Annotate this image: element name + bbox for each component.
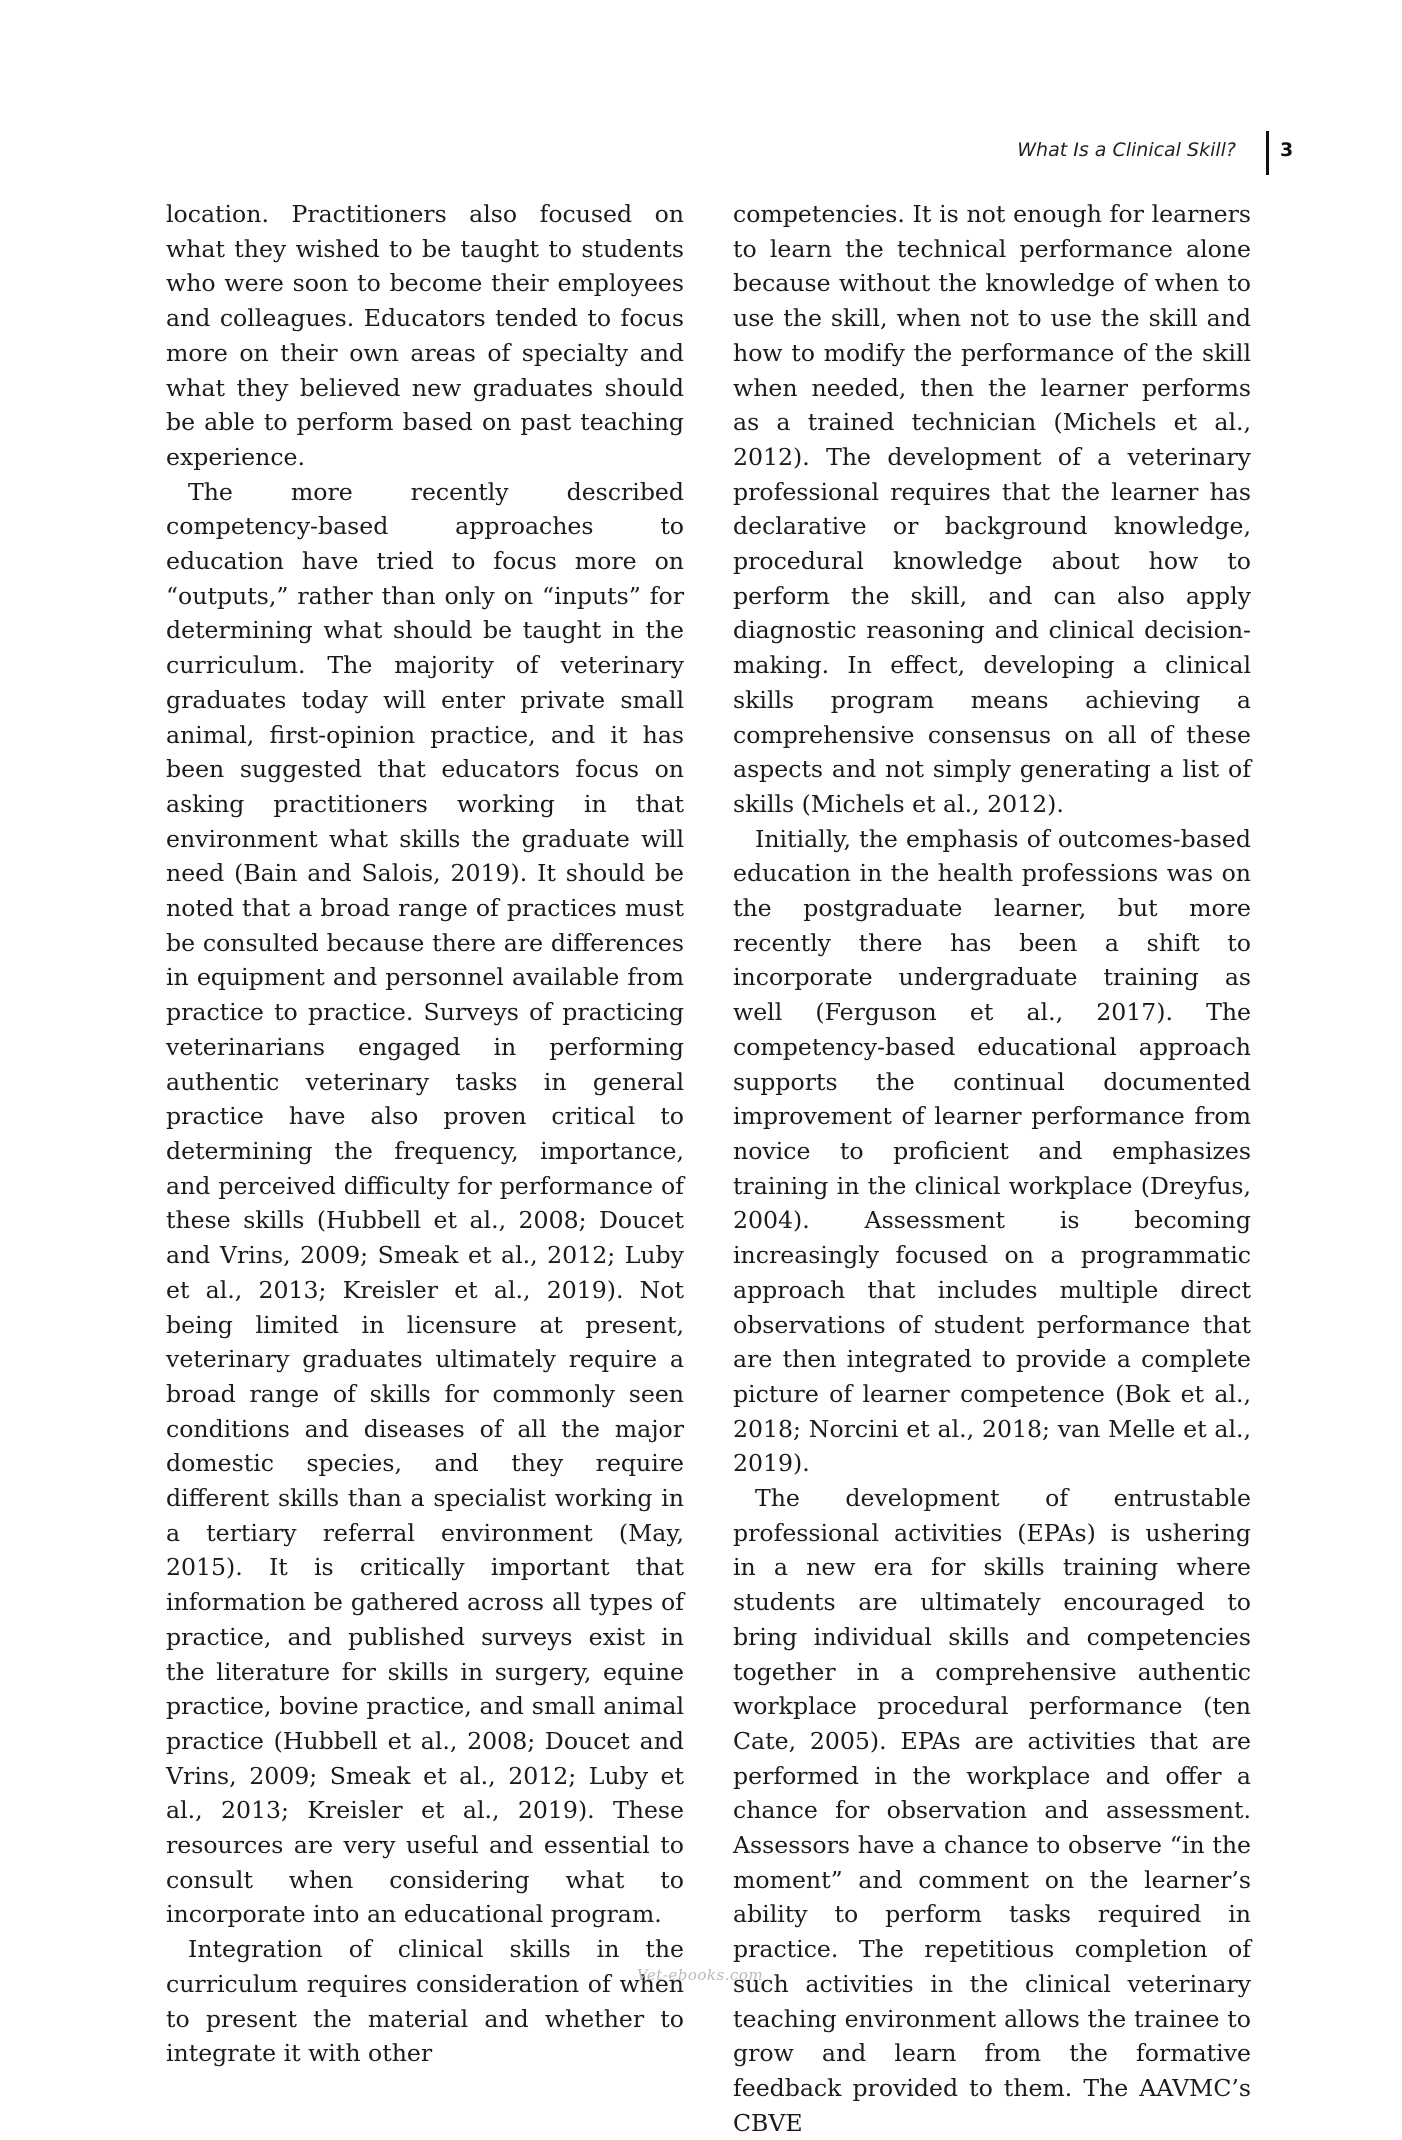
running-head-title: What Is a Clinical Skill?: [1017, 139, 1236, 161]
left-paragraph-2: The more recently described competency-based approaches to education have tried to focus more on “outputs,” rather than only on “inputs” for determining what should be taught in the curriculum. The majority of veterinary graduates today will enter private small animal, first-opinion practice, and it has been suggested that educators focus on asking practitioners working in that environment what skills the graduate will need (Bain and Salois, 2019). It should be noted that a broad range of practices must be consulted because there are differences in equipment and personnel available from practice to practice. Surveys of practicing veterinarians engaged in performing authentic veterinary tasks in general practice have also proven critical to determining the frequency, importance, and perceived difficulty for performance of these skills (Hubbell et al., 2008; Doucet and Vrins, 2009; Smeak et al., 2012; Luby et al., 2013; Kreisler et al., 2019). Not being limited in licensure at present, veterinary graduates ultimately require a broad range of skills for commonly seen conditions and diseases of all the major domestic species, and they require different skills than a specialist working in a tertiary referral environment (May, 2015). It is critically important that information be gathered across all types of practice, and published surveys exist in the literature for skills in surgery, equine practice, bovine practice, and small animal practice (Hubbell et al., 2008; Doucet and Vrins, 2009; Smeak et al., 2012; Luby et al., 2013; Kreisler et al., 2019). These resources are very useful and essential to consult when considering what to incorporate into an educational program.: [166, 477, 684, 1929]
header-divider: [1266, 131, 1269, 175]
left-text-column: [166, 197, 684, 2071]
watermark-logo: Vet-ebooks.com: [636, 1966, 764, 1984]
left-paragraph-1: location. Practitioners also focused on what they wished to be taught to students who were soon to become their employees and colleagues. Educators tended to focus more on their own areas of specialty and what they believed new graduates should be able to perform based on past teaching experience.: [166, 200, 684, 471]
left-paragraph-3: Integration of clinical skills in the curriculum requires consideration of when to present the material and whether to integrate it with other: [166, 1935, 684, 2068]
right-paragraph-2: Initially, the emphasis of outcomes-based education in the health professions was on the postgraduate learner, but more recently there has been a shift to incorporate undergraduate training as well (Ferguson et al., 2017). The competency-based educational approach supports the continual documented improvement of learner performance from novice to proficient and emphasizes training in the clinical workplace (Dreyfus, 2004). Assessment is becoming increasingly focused on a programmatic approach that includes multiple direct observations of student performance that are then integrated to provide a complete picture of learner competence (Bok et al., 2018; Norcini et al., 2018; van Melle et al., 2019).: [733, 824, 1251, 1478]
page-number: 3: [1280, 139, 1294, 161]
right-text-column: [733, 197, 1251, 2140]
right-paragraph-3: The development of entrustable professional activities (EPAs) is ushering in a new era for skills training where students are ultimately encouraged to bring individual skills and competencies together in a comprehensive authentic workplace procedural performance (ten Cate, 2005). EPAs are activities that are performed in the workplace and offer a chance for observation and assessment. Assessors have a chance to observe “in the moment” and comment on the learner’s ability to perform tasks required in practice. The repetitious completion of such activities in the clinical veterinary teaching environment allows the trainee to grow and learn from the formative feedback provided to them. The AAVMC’s CBVE: [733, 1484, 1251, 2137]
right-paragraph-1: competencies. It is not enough for learners to learn the technical performance alone because without the knowledge of when to use the skill, when not to use the skill and how to modify the performance of the skill when needed, then the learner performs as a trained technician (Michels et al., 2012). The development of a veterinary professional requires that the learner has declarative or background knowledge, procedural knowledge about how to perform the skill, and can also apply diagnostic reasoning and clinical decision-making. In effect, developing a clinical skills program means achieving a comprehensive consensus on all of these aspects and not simply generating a list of skills (Michels et al., 2012).: [733, 200, 1251, 818]
